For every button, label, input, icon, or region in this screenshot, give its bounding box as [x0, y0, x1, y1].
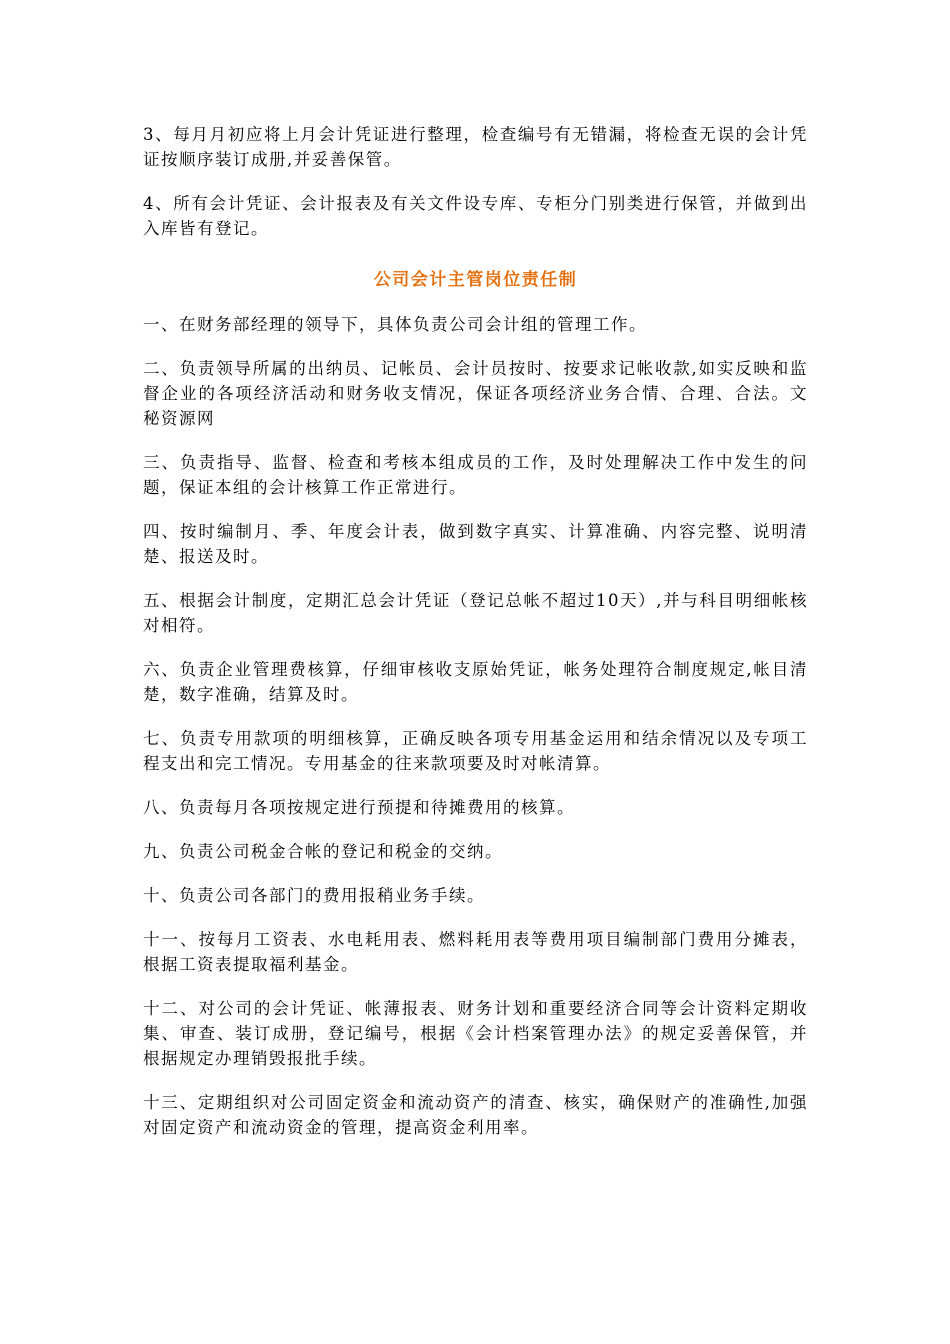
- duty-item-3: 三、负责指导、监督、检查和考核本组成员的工作，及时处理解决工作中发生的问题，保证本组的会计核算工作正常进行。: [143, 453, 808, 497]
- duty-item-6: 六、负责企业管理费核算，仔细审核收支原始凭证，帐务处理符合制度规定,帐目清楚，数字准确，结算及时。: [143, 660, 808, 704]
- duty-item-4: 四、按时编制月、季、年度会计表，做到数字真实、计算准确、内容完整、说明清楚、报送及时。: [143, 522, 808, 566]
- duty-item-5: 五、根据会计制度，定期汇总会计凭证（登记总帐不超过10天）,并与科目明细帐核对相符。: [143, 591, 808, 635]
- duty-item-8: 八、负责每月各项按规定进行预提和待摊费用的核算。: [143, 798, 575, 817]
- duty-item-9: 九、负责公司税金合帐的登记和税金的交纳。: [143, 842, 503, 861]
- duty-item-12: 十二、对公司的会计凭证、帐薄报表、财务计划和重要经济合同等会计资料定期收集、审查、装订成册，登记编号，根据《会计档案管理办法》的规定妥善保管，并根据规定办理销毁报批手续。: [143, 999, 808, 1068]
- duty-item-7: 七、负责专用款项的明细核算，正确反映各项专用基金运用和结余情况以及专项工程支出和完工情况。专用基金的往来款项要及时对帐清算。: [143, 729, 808, 773]
- duty-item-11: 十一、按每月工资表、水电耗用表、燃料耗用表等费用项目编制部门费用分摊表，根据工资表提取福利基金。: [143, 930, 808, 974]
- duty-item-13: 十三、定期组织对公司固定资金和流动资产的清查、核实，确保财产的准确性,加强对固定资产和流动资金的管理，提高资金利用率。: [143, 1093, 808, 1137]
- duty-item-1: 一、在财务部经理的领导下，具体负责公司会计组的管理工作。: [143, 315, 647, 334]
- document-page: [143, 122, 808, 1159]
- paragraph-item-3: 3、每月月初应将上月会计凭证进行整理，检查编号有无错漏，将检查无误的会计凭证按顺序装订成册,并妥善保管。: [143, 125, 808, 169]
- section-title: 公司会计主管岗位责任制: [373, 270, 578, 290]
- duty-item-10: 十、负责公司各部门的费用报稍业务手续。: [143, 886, 485, 905]
- paragraph-item-4: 4、所有会计凭证、会计报表及有关文件设专库、专柜分门别类进行保管，并做到出入库皆有登记。: [143, 194, 808, 238]
- duty-item-2: 二、负责领导所属的出纳员、记帐员、会计员按时、按要求记帐收款,如实反映和监督企业的各项经济活动和财务收支情况，保证各项经济业务合情、合理、合法。文秘资源网: [143, 359, 808, 428]
